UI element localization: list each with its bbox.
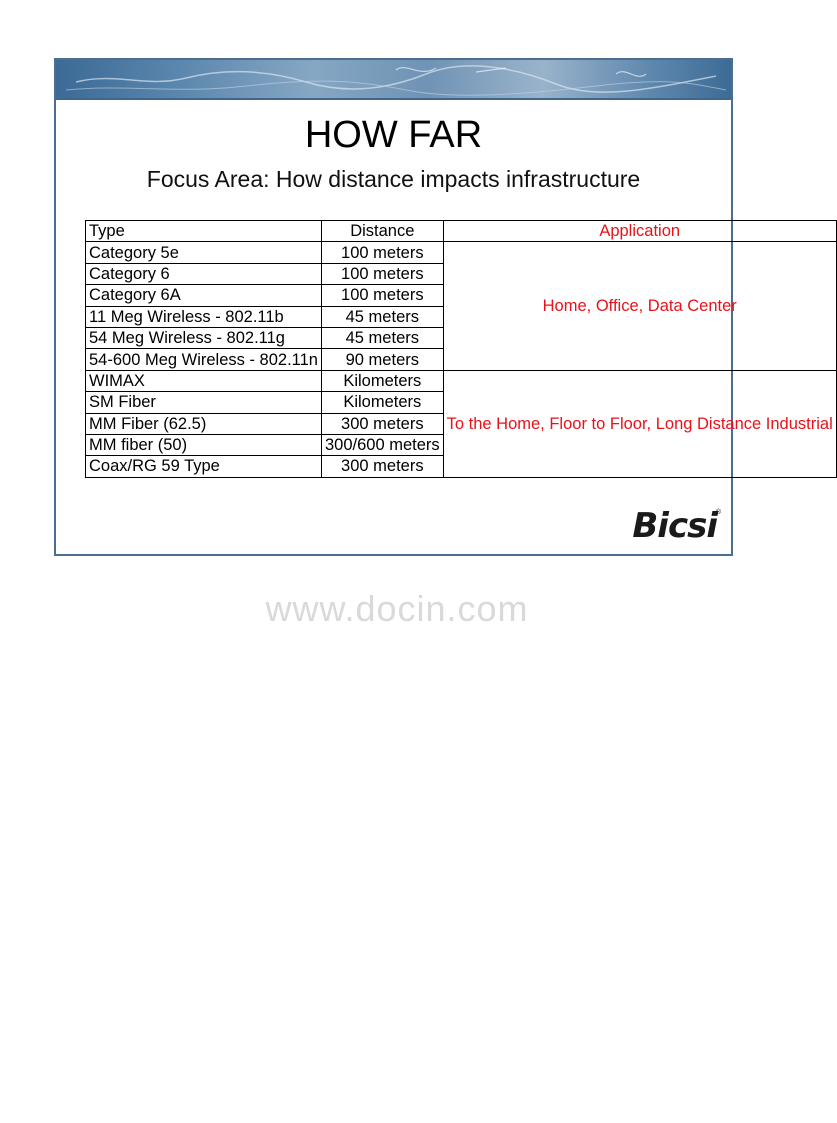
cell-distance: 300 meters [321, 413, 443, 434]
cell-type: SM Fiber [86, 392, 322, 413]
cell-type: 54-600 Meg Wireless - 802.11n [86, 349, 322, 370]
slide-frame [54, 58, 833, 556]
cell-distance: 100 meters [321, 242, 443, 263]
cell-distance: 100 meters [321, 263, 443, 284]
cell-type: Category 6 [86, 263, 322, 284]
table-row [86, 370, 837, 391]
header-banner [56, 60, 731, 100]
cell-distance: 300 meters [321, 456, 443, 477]
cell-type: MM fiber (50) [86, 434, 322, 455]
cell-distance: Kilometers [321, 370, 443, 391]
distance-table [85, 220, 837, 478]
cell-distance: 45 meters [321, 306, 443, 327]
cell-distance: 100 meters [321, 285, 443, 306]
cell-distance: Kilometers [321, 392, 443, 413]
slide-title: HOW FAR [304, 114, 483, 156]
header-application: Application [443, 221, 836, 242]
slide-subtitle: Focus Area: How distance impacts infrastructure [146, 166, 641, 192]
cell-type: MM Fiber (62.5) [86, 413, 322, 434]
header-type: Type [86, 221, 322, 242]
application-group-2: To the Home, Floor to Floor, Long Distance Industrial [443, 370, 836, 477]
cell-distance: 45 meters [321, 327, 443, 348]
cell-distance: 90 meters [321, 349, 443, 370]
cell-distance: 300/600 meters [321, 434, 443, 455]
header-distance: Distance [321, 221, 443, 242]
bicsi-logo: Bicsi [632, 506, 717, 546]
table-header-row [86, 221, 837, 242]
banner-scribble-graphic [56, 60, 731, 98]
cell-type: Category 5e [86, 242, 322, 263]
cell-type: Category 6A [86, 285, 322, 306]
cell-type: WIMAX [86, 370, 322, 391]
cell-type: 11 Meg Wireless - 802.11b [86, 306, 322, 327]
application-group-1: Home, Office, Data Center [443, 242, 836, 370]
watermark-text: www.docin.com [265, 588, 529, 629]
registered-mark: ® [715, 509, 721, 516]
cell-type: 54 Meg Wireless - 802.11g [86, 327, 322, 348]
table-row [86, 242, 837, 263]
cell-type: Coax/RG 59 Type [86, 456, 322, 477]
